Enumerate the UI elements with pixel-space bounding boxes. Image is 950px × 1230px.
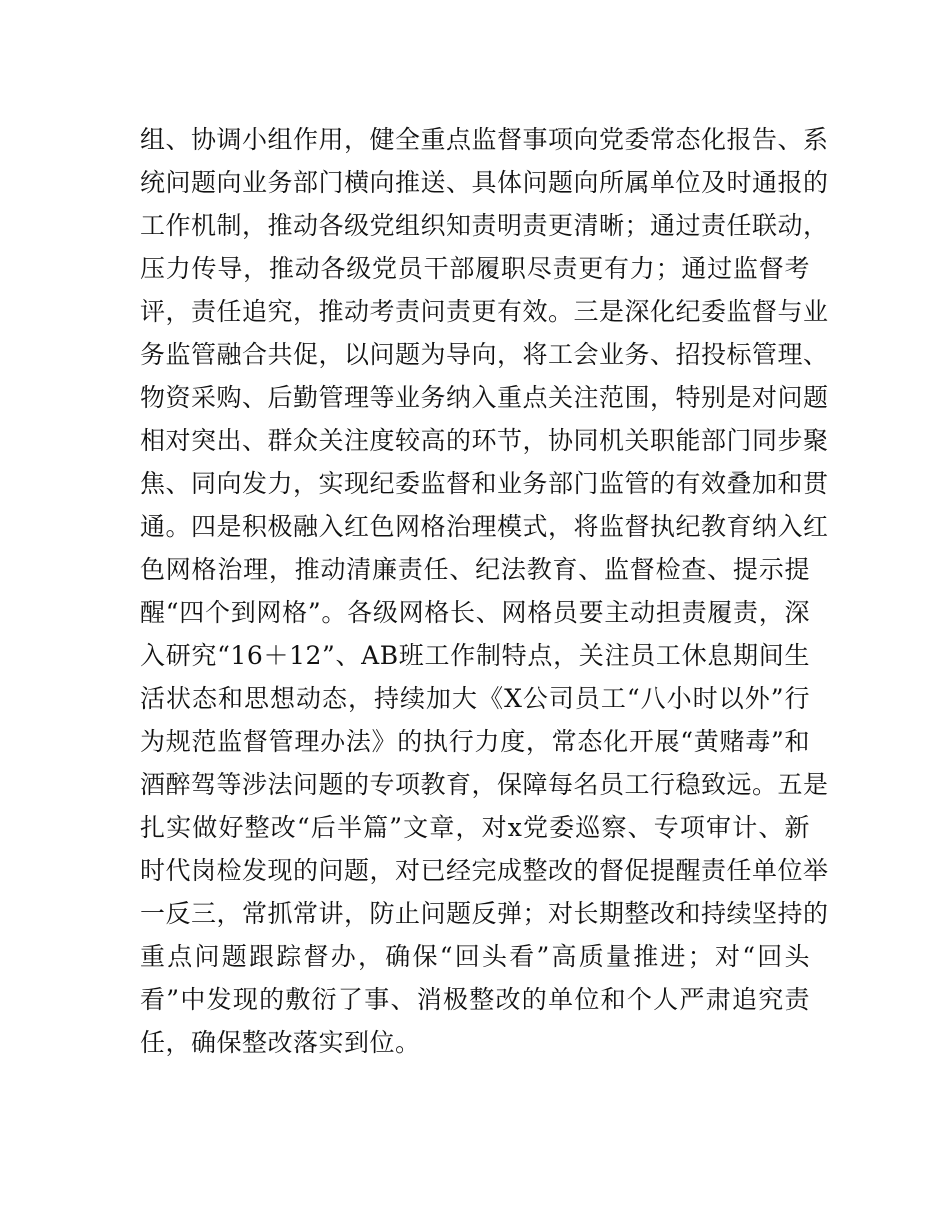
text-line-22: 任，确保整改落实到位。 xyxy=(140,1028,421,1057)
text-line-4: 压力传导，推动各级党员干部履职尽责更有力；通过监督考 xyxy=(140,254,810,283)
text-line-11: 色网格治理，推动清廉责任、纪法教育、监督检查、提示提 xyxy=(140,555,810,584)
text-line-19: 一反三，常抓常讲，防止问题反弹；对长期整改和持续坚持的 xyxy=(140,899,829,928)
text-line-8: 相对突出、群众关注度较高的环节，协同机关职能部门同步聚 xyxy=(140,426,829,455)
text-line-14: 活状态和思想动态，持续加大《X公司员工“八小时以外”行 xyxy=(140,684,810,713)
text-line-18: 时代岗检发现的问题，对已经完成整改的督促提醒责任单位举 xyxy=(140,856,829,885)
body-paragraph xyxy=(140,118,829,1064)
text-line-16: 酒醉驾等涉法问题的专项教育，保障每名员工行稳致远。五是 xyxy=(140,770,829,799)
text-line-13: 入研究“16＋12”、AB班工作制特点，关注员工休息期间生 xyxy=(140,641,810,670)
text-line-15: 为规范监督管理办法》的执行力度，常态化开展“黄赌毒”和 xyxy=(140,727,810,756)
text-line-7: 物资采购、后勤管理等业务纳入重点关注范围，特别是对问题 xyxy=(140,383,829,412)
text-line-21: 看”中发现的敷衍了事、消极整改的单位和个人严肃追究责 xyxy=(140,985,810,1014)
text-line-1: 组、协调小组作用，健全重点监督事项向党委常态化报告、系 xyxy=(140,125,829,154)
text-line-6: 务监管融合共促，以问题为导向，将工会业务、招投标管理、 xyxy=(140,340,829,369)
text-line-2: 统问题向业务部门横向推送、具体问题向所属单位及时通报的 xyxy=(140,168,829,197)
text-line-10: 通。四是积极融入红色网格治理模式，将监督执纪教育纳入红 xyxy=(140,512,829,541)
text-line-9: 焦、同向发力，实现纪委监督和业务部门监管的有效叠加和贯 xyxy=(140,469,829,498)
text-line-17: 扎实做好整改“后半篇”文章，对x党委巡察、专项审计、新 xyxy=(140,813,810,842)
text-line-3: 工作机制，推动各级党组织知责明责更清晰；通过责任联动， xyxy=(140,211,829,240)
text-line-5: 评，责任追究，推动考责问责更有效。三是深化纪委监督与业 xyxy=(140,297,829,326)
text-line-12: 醒“四个到网格”。各级网格长、网格员要主动担责履责，深 xyxy=(140,598,810,627)
text-line-20: 重点问题跟踪督办，确保“回头看”高质量推进；对“回头 xyxy=(140,942,810,971)
